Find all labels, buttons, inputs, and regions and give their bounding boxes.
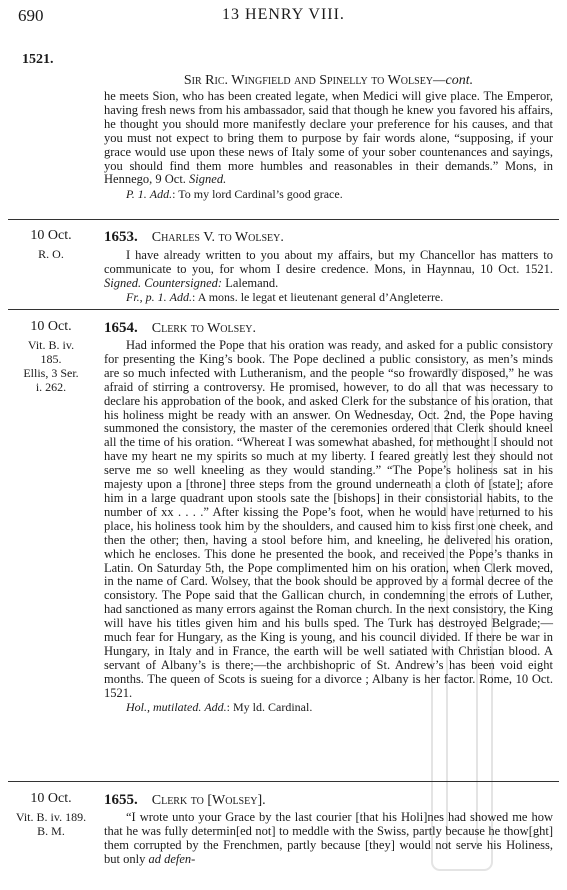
entry-heading <box>104 229 553 246</box>
entry-ref: R. O. <box>38 247 64 261</box>
section-divider <box>8 781 559 782</box>
entry-ref: Vit. B. iv. <box>27 338 75 352</box>
entry-signed: Signed. <box>104 275 142 290</box>
entry-note-add: Add. <box>204 699 227 714</box>
entry-ref: i. 262. <box>35 380 67 394</box>
entry-countersigned: Countersigned: <box>144 275 223 290</box>
entry-text-tail: ad defen- <box>148 851 196 866</box>
continued-note-label: P. 1. <box>126 187 147 202</box>
entry-body <box>104 339 553 714</box>
entry-text: I have already written to you about my affairs, but my Chancellor has matters to communicate to you, for whom I desire credence. Mons, in Haynnau, 10 Oct. 1521. <box>104 248 553 276</box>
entry-body <box>104 249 553 305</box>
continued-suffix: —cont. <box>433 73 474 88</box>
entry-countersigned-by: Lalemand. <box>225 275 279 290</box>
entry-ref: B. M. <box>37 824 65 838</box>
entry-note-label: Fr., p. 1. <box>126 289 167 304</box>
entry-note-text: : A mons. le legat et lieutenant general d’Angleterre. <box>192 289 444 304</box>
entry-note-label: Hol., mutilated. <box>126 699 202 714</box>
entry-body <box>104 811 553 867</box>
continued-body <box>104 90 553 202</box>
entry-title: Clerk to [Wolsey]. <box>151 793 266 808</box>
entry-note-text: : My ld. Cardinal. <box>226 699 313 714</box>
entry-ref: Ellis, 3 Ser. <box>23 366 79 380</box>
entry-date: 10 Oct. <box>30 791 72 806</box>
continued-note-text: : To my lord Cardinal’s good grace. <box>172 187 343 202</box>
continued-text: he meets Sion, who has been created legate, when Medici will give place. The Emperor, having fresh news from his ambassador, said that though he knew you favored his affairs, he thought you should more manifestly declare your preference for his causes, and that you must not expect to bring them to purpose by fair words alone, “supposing, if your grace would use upon these news of Italy some of your sober countenances and sayings, you should find them more humbles and reasonables in their demands.” Mons, in Hennego, 9 Oct. <box>104 89 553 187</box>
entry-ref: Vit. B. iv. 189. <box>15 810 87 824</box>
entry-heading <box>104 792 553 809</box>
entry-title: Charles V. to Wolsey. <box>151 230 284 245</box>
entry-title: Clerk to Wolsey. <box>151 321 257 336</box>
entry-number: 1655. <box>104 792 138 808</box>
entry-date: 10 Oct. <box>30 319 72 334</box>
entry-note-add: Add. <box>169 289 193 304</box>
section-divider <box>8 219 559 220</box>
running-head: 13 HENRY VIII. <box>222 6 345 23</box>
section-divider <box>8 309 559 310</box>
entry-text: “I wrote unto your Grace by the last courier [that his Holi]nes had showed me how that he was fully determin[ed not] to meddle with the Swiss, partly because he thow[ght] them corrupted by the Frenchmen, partly because [they] would not serve his Holiness, but only <box>104 810 553 866</box>
continued-note-add: Add. <box>149 187 173 202</box>
continued-heading <box>104 72 553 89</box>
continued-title: Sir Ric. Wingfield and Spinelly to Wolsey <box>183 73 434 88</box>
entry-number: 1653. <box>104 229 138 245</box>
entry-text: Had informed the Pope that his oration was ready, and asked for a public consistory for presenting the King’s book. The Pope declined a public consistory, as men’s minds are so much infected with Lutheranism, and the people “so frowardly disposed,” he was afraid of stirring a controversy. He promised, however, to do all that was necessary to declare his approbation of the book, and asked Clerk for the substance of his oration, that his holiness might be ready with an answer. On Wednesday, Oct. 2nd, the Pope having summoned the consistory, the master of the ceremonies ordered that Clerk should kneel all the time of his oration. “Whereat I was somewhat abashed, for methought I should not have my heart ne my spirits so much at my liberty. I feared greatly lest they should not serve me so well kneeling as they would standing.” “The Pope’s holiness sat in his majesty upon a [throne] three steps from the ground underneath a cloth of [state]; afore him in a large quadrant upon stools sate the [bishops] in their consistorial habits, to the number of xx . . . .” After kissing the Pope’s foot, when he would have returned to his place, his holiness took him by the shoulders, and caused him to kiss first one cheek, and then the other; then, having a stool before him, and kneeling, he delivered his oration, which he encloses. This done he presented the book, and received the Pope’s thanks in Latin. On Saturday 5th, the Pope complimented him on his oration, when Clerk moved, in the name of Card. Wolsey, that the book should be approved by a formal decree of the consistory. The Pope said that the Gallican church, in condemning the errors of Luther, had sanctioned as many errors against the Roman church. In the next consistory, the King will have his titles given him and his bulls sped. The Turk has destroyed Belgrade;—much fear for Hungary, as the King is young, and his council divided. If there be war in Hungary, in Italy and in France, the earth will be well satiated with Christian blood. A servant of Albany’s is there;—the archbishopric of St. Andrew’s has been void eight months. The queen of Scots is sueing for a divorce ; Albany is her factor. Rome, 10 Oct. 1521. <box>104 338 553 700</box>
continued-signed: Signed. <box>189 172 227 187</box>
margin-year: 1521. <box>22 52 54 67</box>
page-number: 690 <box>18 6 44 25</box>
entry-number: 1654. <box>104 320 138 336</box>
entry-date: 10 Oct. <box>30 228 72 243</box>
entry-ref: 185. <box>40 352 62 366</box>
entry-heading <box>104 320 553 337</box>
